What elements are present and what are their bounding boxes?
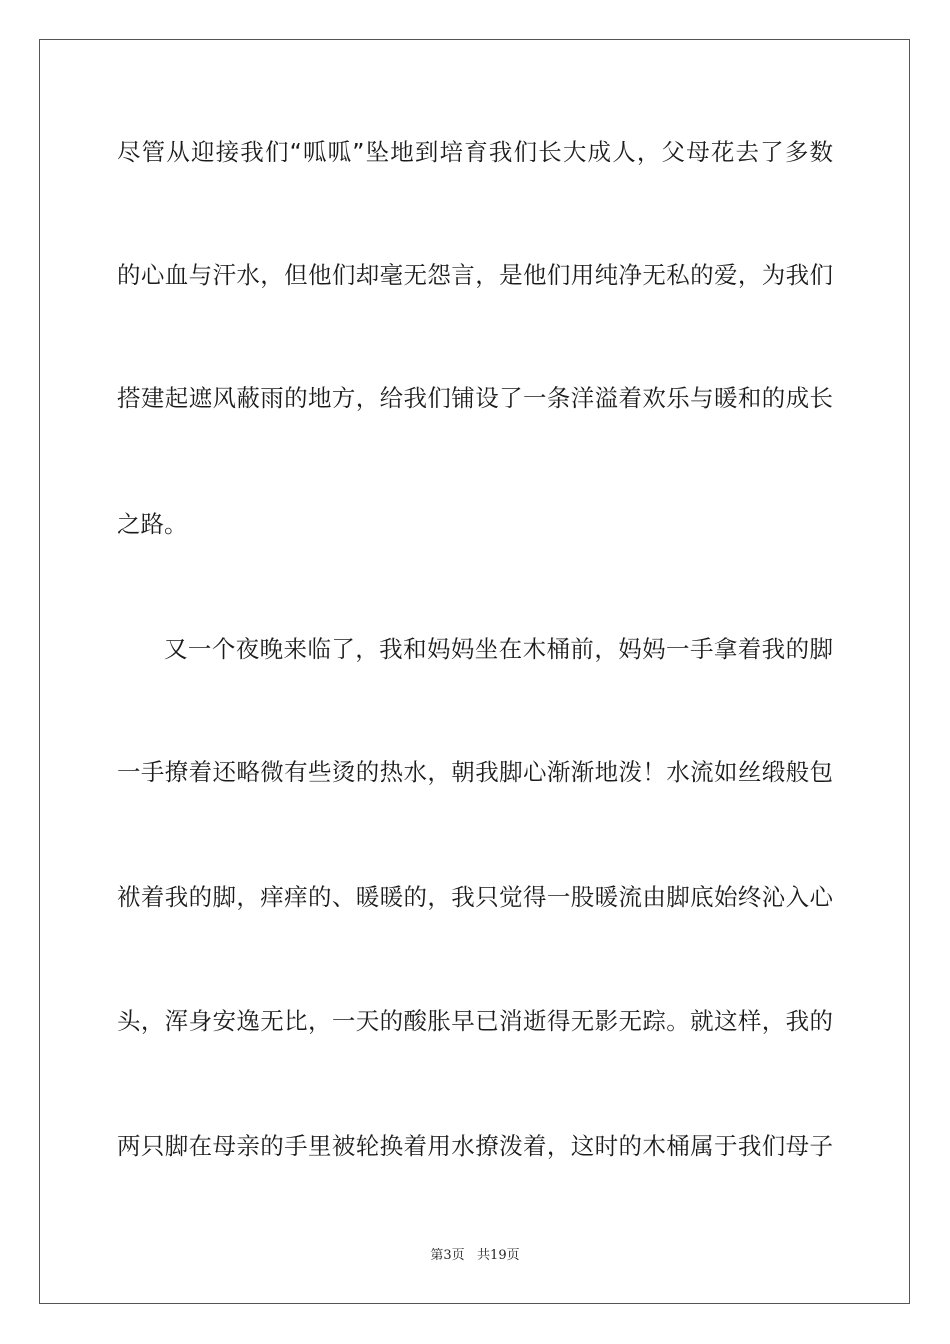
paragraph-1-line-2: 的心血与汗水，但他们却毫无怨言，是他们用纯净无私的爱，为我们	[117, 261, 833, 289]
page-number-footer: 第3页 共19页	[430, 1248, 520, 1263]
paragraph-1-line-4: 之路。	[117, 510, 188, 538]
page-border	[39, 39, 910, 1304]
paragraph-1-line-1: 尽管从迎接我们“呱呱”坠地到培育我们长大成人，父母花去了多数	[117, 138, 833, 166]
paragraph-2-line-2: 一手撩着还略微有些烫的热水，朝我脚心渐渐地泼！水流如丝缎般包	[117, 758, 833, 786]
paragraph-2-line-1: 又一个夜晚来临了，我和妈妈坐在木桶前，妈妈一手拿着我的脚	[164, 635, 833, 663]
paragraph-2-line-5: 两只脚在母亲的手里被轮换着用水撩泼着，这时的木桶属于我们母子	[117, 1132, 833, 1160]
paragraph-2-line-3: 袱着我的脚，痒痒的、暖暖的，我只觉得一股暖流由脚底始终沁入心	[117, 883, 833, 911]
paragraph-2-line-4: 头，浑身安逸无比，一天的酸胀早已消逝得无影无踪。就这样，我的	[117, 1007, 833, 1035]
paragraph-1-line-3: 搭建起遮风蔽雨的地方，给我们铺设了一条洋溢着欢乐与暖和的成长	[117, 384, 833, 412]
